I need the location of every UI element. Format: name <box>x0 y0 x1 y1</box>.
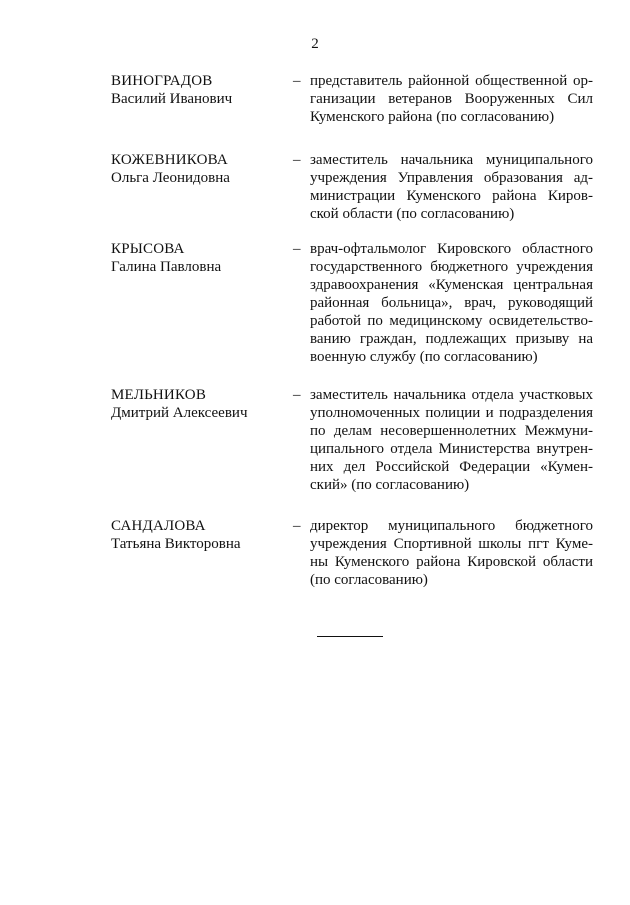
role-line: учреждения Спортивной школы пгт Куме- <box>310 536 593 552</box>
member-dash: – <box>293 73 301 89</box>
member-given-names: Василий Иванович <box>111 91 233 107</box>
role-line: государственного бюджетного учреждения <box>310 259 593 275</box>
role-line: учреждения Управления образования ад- <box>310 170 593 186</box>
role-line: них дел Российской Федерации «Кумен- <box>310 459 593 475</box>
member-person <box>111 517 291 553</box>
member-surname: КРЫСОВА <box>111 241 185 257</box>
role-line: Куменского района (по согласованию) <box>310 109 555 125</box>
member-surname: ВИНОГРАДОВ <box>111 73 213 89</box>
role-line: заместитель начальника муниципального <box>310 152 593 168</box>
role-line: ский» (по согласованию) <box>310 477 470 493</box>
page-number: 2 <box>311 36 319 52</box>
role-line: работой по медицинскому освидетельство- <box>310 313 593 329</box>
member-dash: – <box>293 152 301 168</box>
member-person <box>111 240 291 276</box>
role-line: заместитель начальника отдела участковых <box>310 387 593 403</box>
member-dash: – <box>293 518 301 534</box>
member-given-names: Ольга Леонидовна <box>111 170 230 186</box>
role-line: здравоохранения «Куменская центральная <box>310 277 593 293</box>
member-role <box>310 386 593 494</box>
role-line: уполномоченных полиции и подразделения <box>310 405 593 421</box>
member-surname: САНДАЛОВА <box>111 518 206 534</box>
member-dash: – <box>293 241 301 257</box>
member-role <box>310 517 593 589</box>
member-given-names: Дмитрий Алексеевич <box>111 405 248 421</box>
role-line: ципального отдела Министерства внутрен- <box>310 441 593 457</box>
end-of-list-rule <box>317 636 383 637</box>
member-dash: – <box>293 387 301 403</box>
role-line: директор муниципального бюджетного <box>310 518 593 534</box>
member-surname: МЕЛЬНИКОВ <box>111 387 207 403</box>
role-line: представитель районной общественной ор- <box>310 73 593 89</box>
role-line: районная больница», врач, руководящий <box>310 295 593 311</box>
member-person <box>111 72 291 108</box>
member-given-names: Татьяна Викторовна <box>111 536 241 552</box>
member-role <box>310 240 593 366</box>
member-given-names: Галина Павловна <box>111 259 222 275</box>
role-line: (по согласованию) <box>310 572 428 588</box>
member-surname: КОЖЕВНИКОВА <box>111 152 228 168</box>
role-line: министрации Куменского района Киров- <box>310 188 593 204</box>
role-line: ванию граждан, подлежащих призыву на <box>310 331 593 347</box>
role-line: военную службу (по согласованию) <box>310 349 538 365</box>
role-line: врач-офтальмолог Кировского областного <box>310 241 593 257</box>
role-line: ской области (по согласованию) <box>310 206 515 222</box>
member-person <box>111 386 291 422</box>
member-role <box>310 72 593 126</box>
role-line: ны Куменского района Кировской области <box>310 554 593 570</box>
role-line: по делам несовершеннолетних Межмуни- <box>310 423 593 439</box>
member-person <box>111 151 291 187</box>
member-role <box>310 151 593 223</box>
role-line: ганизации ветеранов Вооруженных Сил <box>310 91 593 107</box>
